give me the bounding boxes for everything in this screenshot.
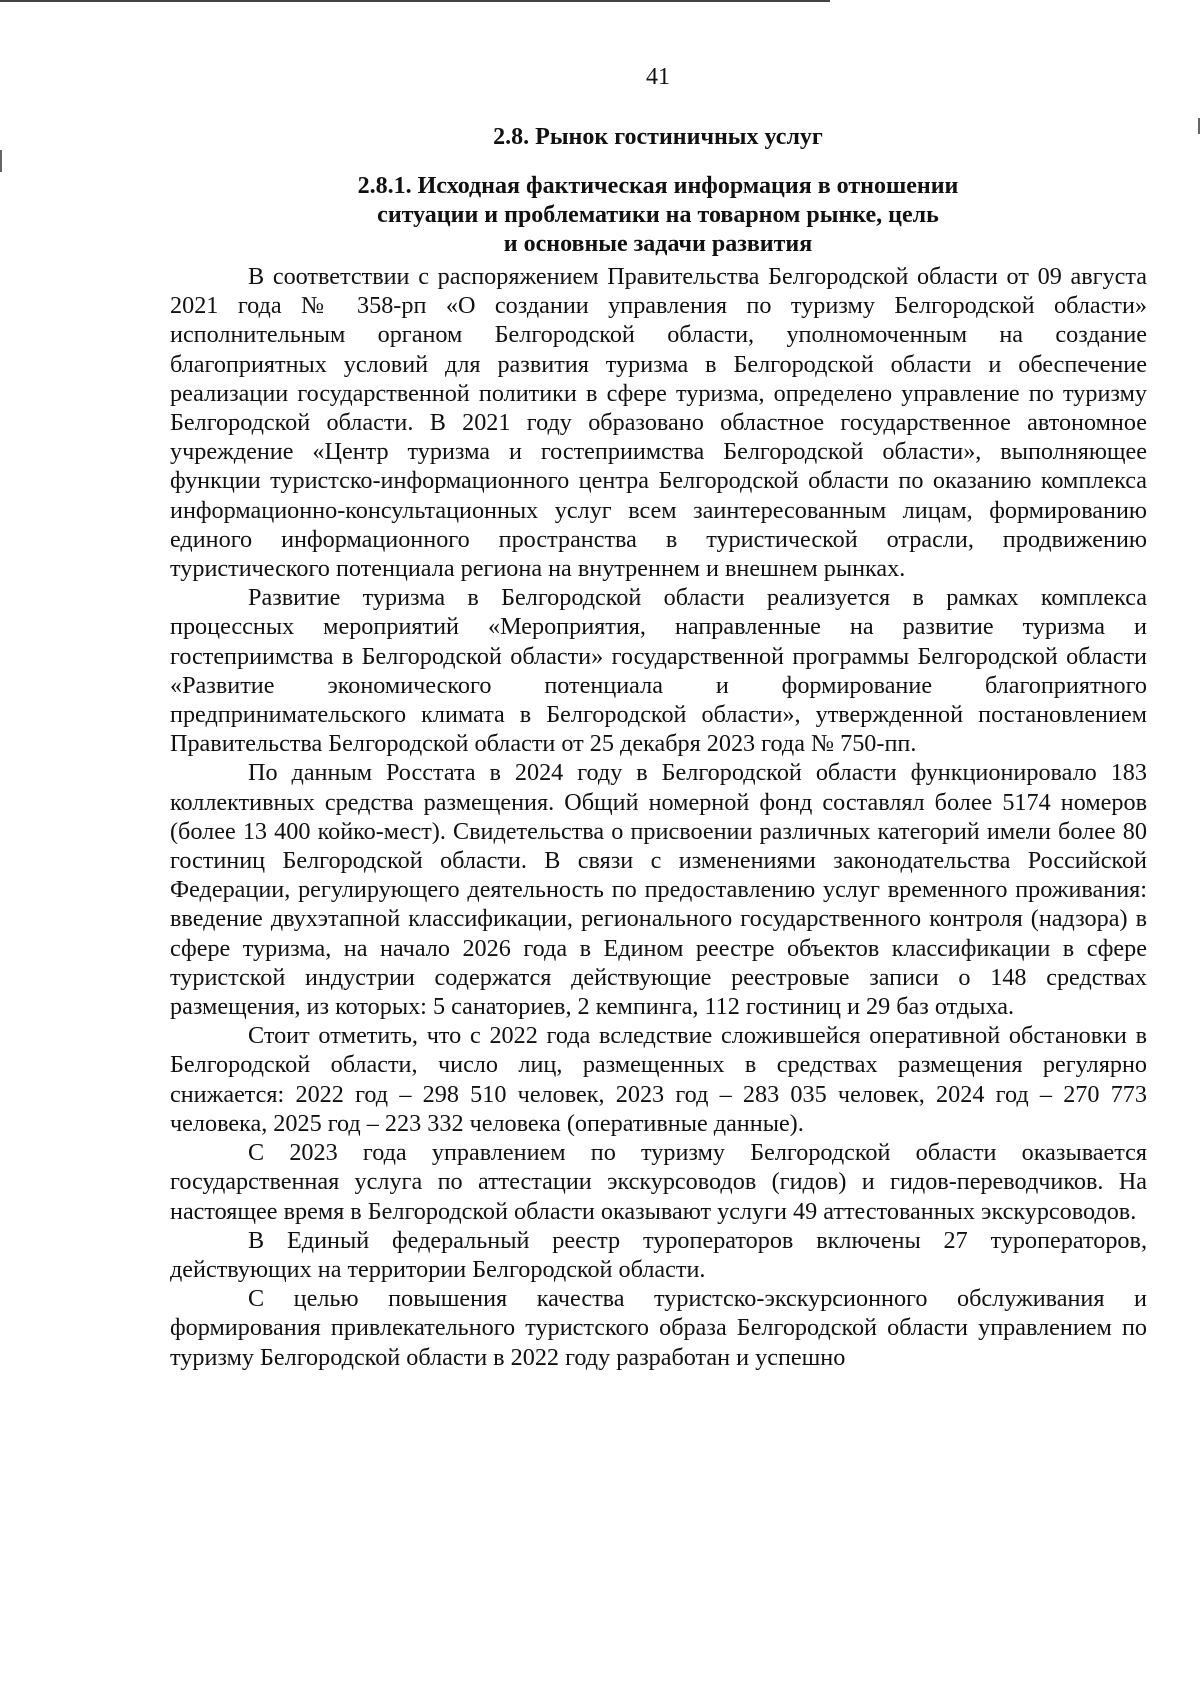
subsection-title-line: 2.8.1. Исходная фактическая информация в отношении [357, 173, 959, 199]
paragraph: С 2023 года управлением по туризму Белгородской области оказывается государственная услуга по аттестации экскурсоводов (гидов) и гидов-переводчиков. На настоящее время в Белгородской области оказывают услуги 49 аттестованных экскурсоводов. [170, 1139, 1147, 1225]
paragraph: В соответствии с распоряжением Правительства Белгородской области от 09 августа 2021 года № 358-рп «О создании управления по туризму Белгородской области» исполнительным органом Белгородской области, уполномоченным на создание благоприятных условий для развития туризма в Белгородской области и обеспечение реализации государственной политики в сфере туризма, определено управление по туризму Белгородской области. В 2021 году образовано областное государственное автономное учреждение «Центр туризма и гостеприимства Белгородской области», выполняющее функции туристско-информационного центра Белгородской области по оказанию комплекса информационно-консультационных услуг всем заинтересованным лицам, формированию единого информационного пространства в туристической отрасли, продвижению туристического потенциала региона на внутреннем и внешнем рынках. [170, 263, 1147, 583]
body-text [170, 262, 1147, 1372]
paragraph: По данным Росстата в 2024 году в Белгородской области функционировало 183 коллективных средства размещения. Общий номерной фонд составлял более 5174 номеров (более 13 400 койко-мест). Свидетельства о присвоении различных категорий имели более 80 гостиниц Белгородской области. В связи с изменениями законодательства Российской Федерации, регулирующего деятельность по предоставлению услуг временного проживания: введение двухэтапной классификации, регионального государственного контроля (надзора) в сфере туризма, на начало 2026 года в Едином реестре объектов классификации в сфере туристской индустрии содержатся действующие реестровые записи о 148 средствах размещения, из которых: 5 санаториев, 2 кемпинга, 112 гостиниц и 29 баз отдыха. [170, 759, 1147, 1021]
scan-edge-line [0, 0, 830, 2]
paragraph: С целью повышения качества туристско-экскурсионного обслуживания и формирования привлекательного туристского образа Белгородской области управлением по туризму Белгородской области в 2022 году разработан и успешно [170, 1285, 1147, 1371]
subsection-title-line: и основные задачи развития [503, 231, 813, 257]
section-title: 2.8. Рынок гостиничных услуг [493, 124, 823, 150]
subsection-title-line: ситуации и проблематики на товарном рынке, цель [377, 202, 939, 228]
scan-margin-mark [0, 150, 2, 172]
paragraph: Стоит отметить, что с 2022 года вследствие сложившейся оперативной обстановки в Белгородской области, число лиц, размещенных в средствах размещения регулярно снижается: 2022 год – 298 510 человек, 2023 год – 283 035 человек, 2024 год – 270 773 человека, 2025 год – 223 332 человека (оперативные данные). [170, 1022, 1147, 1137]
page-number: 41 [646, 64, 670, 90]
paragraph: Развитие туризма в Белгородской области реализуется в рамках комплекса процессных мероприятий «Мероприятия, направленные на развитие туризма и гостеприимства в Белгородской области» государственной программы Белгородской области «Развитие экономического потенциала и формирование благоприятного предпринимательского климата в Белгородской области», утвержденной постановлением Правительства Белгородской области от 25 декабря 2023 года № 750-пп. [170, 584, 1147, 758]
paragraph: В Единый федеральный реестр туроператоров включены 27 туроператоров, действующих на территории Белгородской области. [170, 1226, 1147, 1283]
scan-edge-line [745, 0, 773, 2]
subsection-title [0, 172, 1200, 259]
